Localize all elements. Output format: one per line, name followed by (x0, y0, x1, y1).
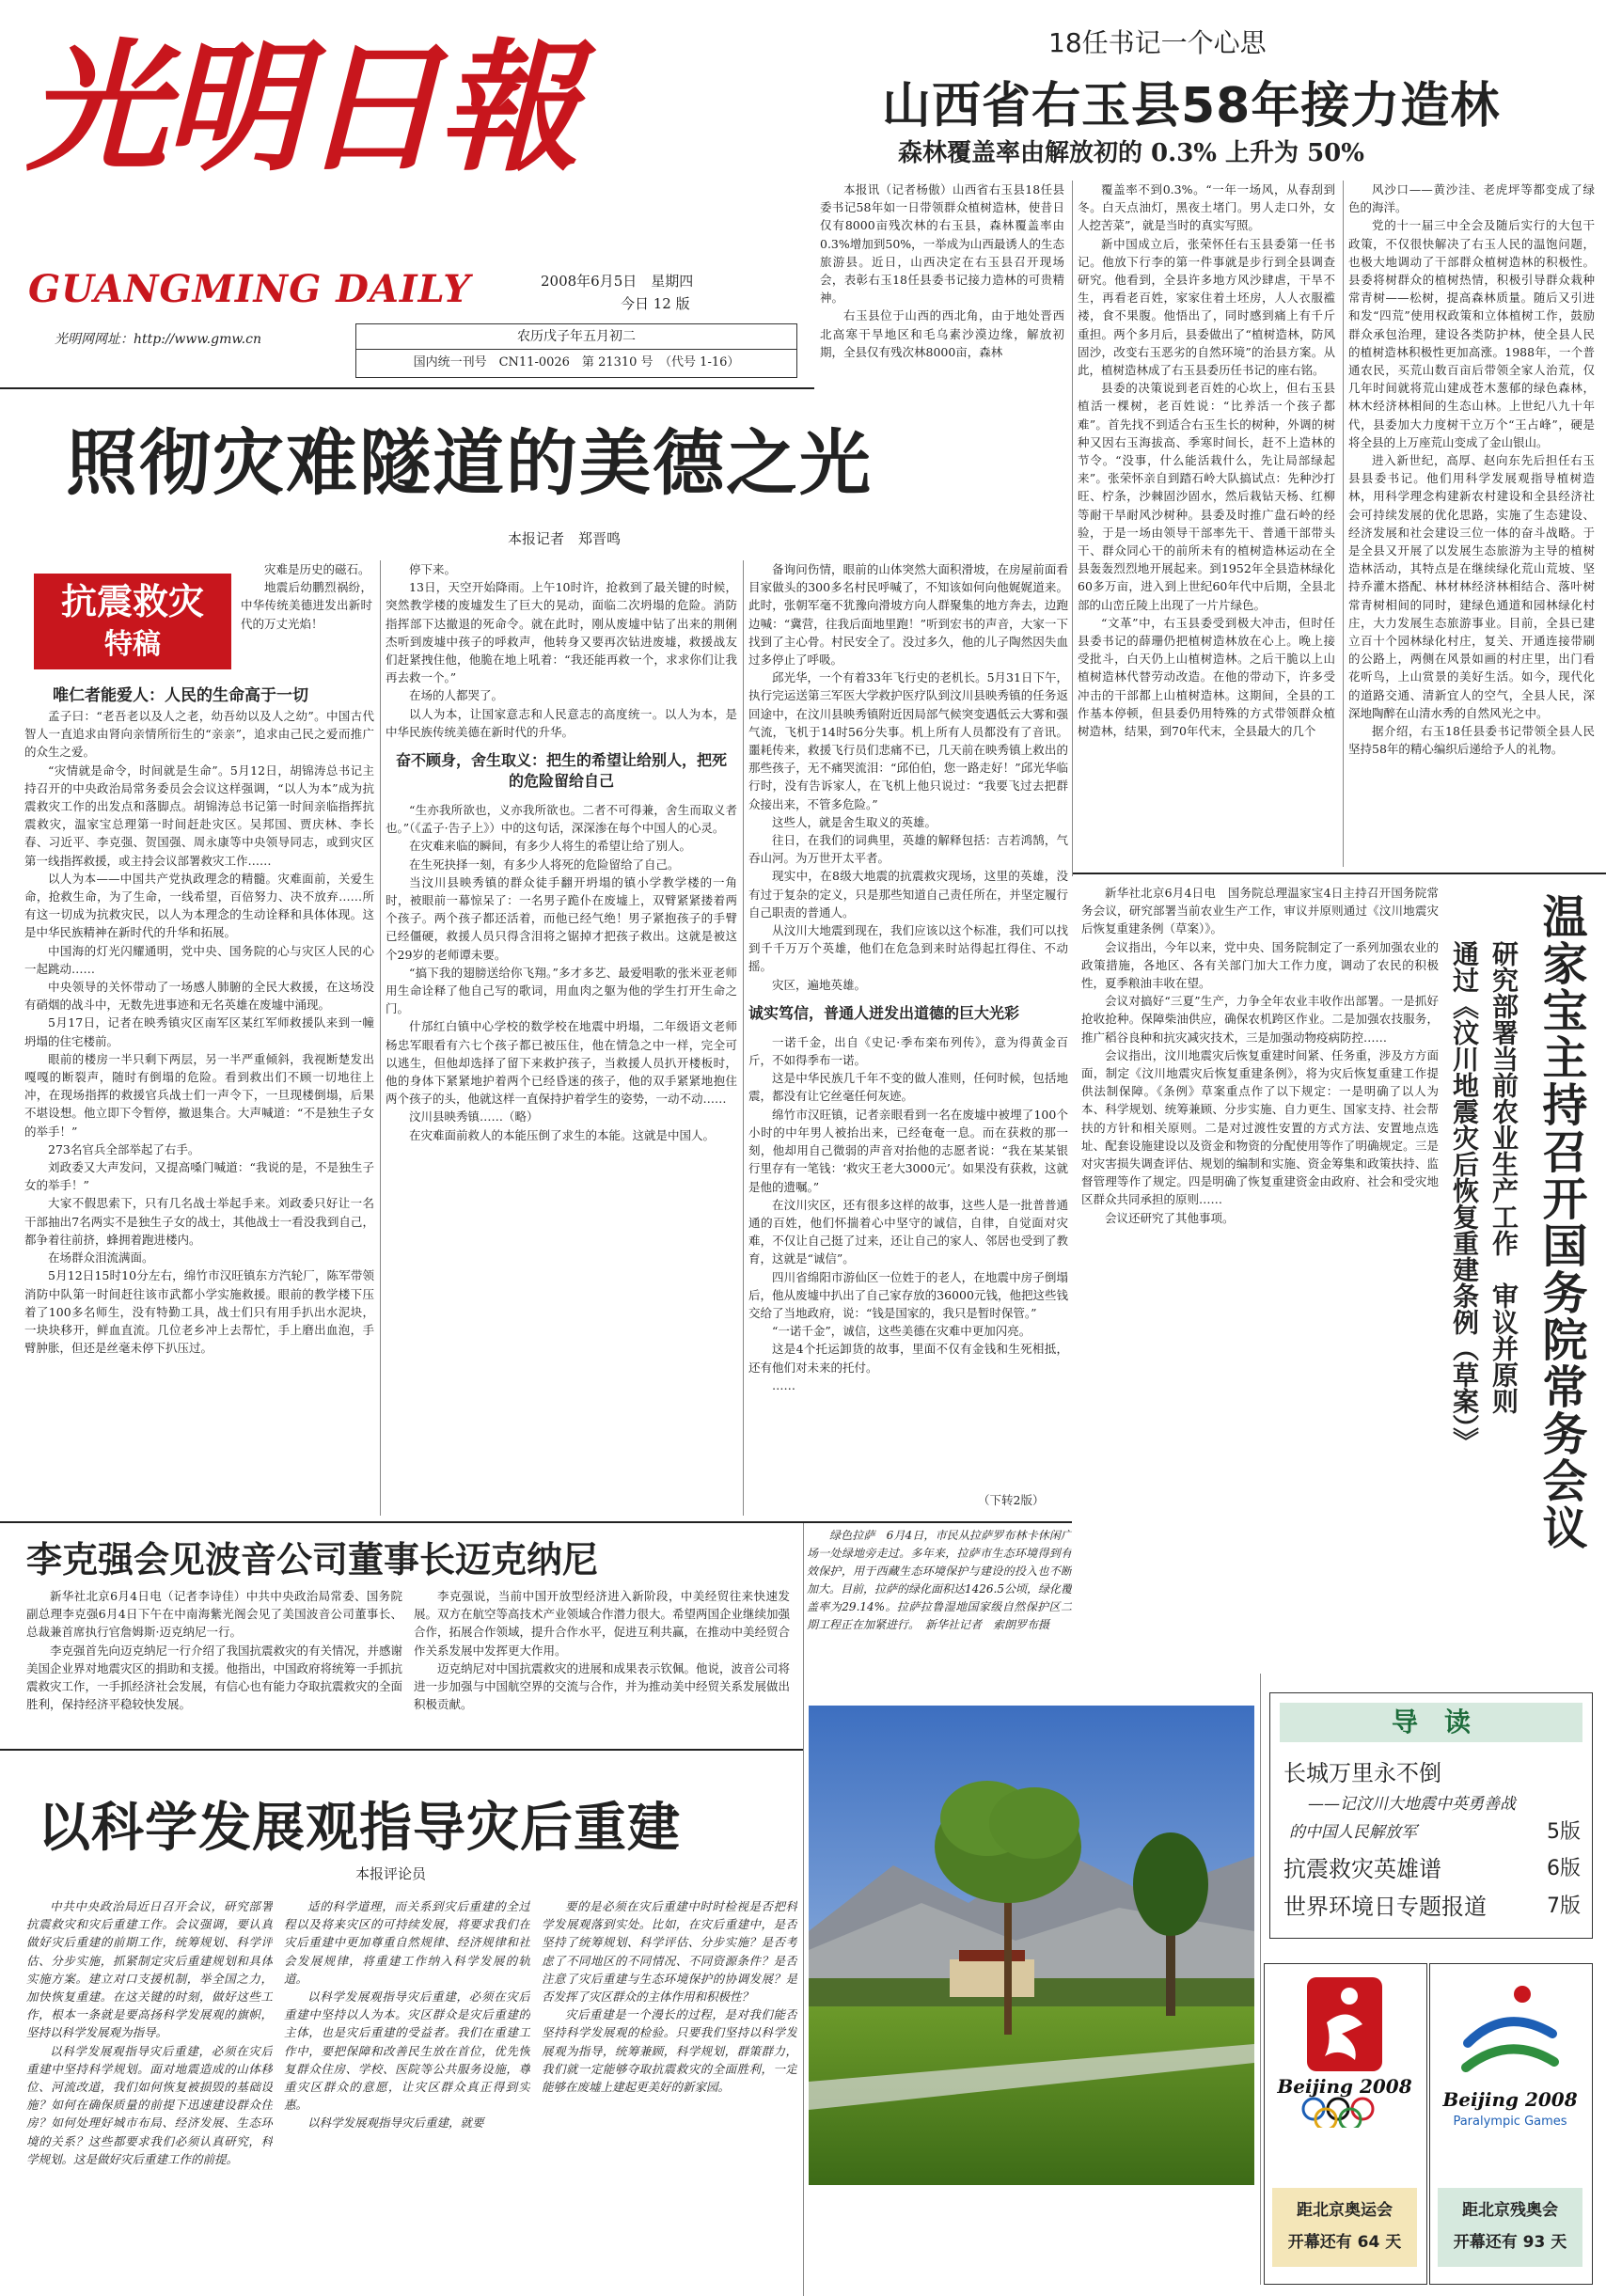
tunnel-paragraph: 这是4个托运卸货的故事，里面不仅有金钱和生死相抵，还有他们对未来的托付。 (748, 1342, 1068, 1375)
paralympic-logo-sub: Paralympic Games (1453, 2115, 1567, 2129)
tunnel-paragraph: 孟子曰：“老吾老以及人之老，幼吾幼以及人之幼”。中国古代智人一直追求由肾向亲情所衍生的“亲亲”，追求由己民之爱而推广的众生之爱。 (24, 709, 374, 760)
tunnel-paragraph: 当汶川县映秀镇的群众徒手翻开坍塌的镇小学教学楼的一角时，被眼前一幕惊呆了：一名男子跪仆在废墟上，双臂紧紧搂着两个孩子。两个孩子都还活着，而他已经气绝！男子紧抱孩子的手臂已经僵硬，救援人员只得含泪将之锯掉才把孩子救出。这就是被这个29岁的老师谭未要。 (386, 874, 737, 962)
photo-caption (807, 1527, 1072, 1687)
tunnel-paragraph: 眼前的楼房一半只剩下两层，另一半严重倾斜，我视断楚发出嘎嘎的断裂声，随时有倒塌的危险。看到救出们不顾一切地往上冲，在现场指挥的救援官兵战士们一声令下，一旦现楼倒塌，后果不堪设想。他立即下令暂停，撤退集合。大声喊道：“不是独生子女的举手！” (24, 1051, 374, 1139)
tunnel-continued[interactable]: （下转2版） (978, 1493, 1045, 1507)
tunnel-paragraph: 273名官兵全部举起了右手。 (48, 1141, 200, 1156)
olympic-box (1264, 1963, 1427, 2285)
tunnel-paragraph: 在场群众泪流满面。 (48, 1250, 154, 1266)
tunnel-paragraph: 5月17日，记者在映秀镇灾区南军区某红军师救援队来到一幢坍塌的住宅楼前。 (24, 1015, 374, 1048)
wen-paragraph: 会议指出，汶川地震灾后恢复重建时间紧、任务重，涉及方方面面，制定《汶川地震灾后恢复重建条例》，将为灾后恢复重建工作提供法制保障。《条例》草案重点作了以下规定：一是明确了以人为本、科学规划、统筹兼顾、分步实施、自力更生、国家支持、社会帮扶的方针和相关原则。二是对过渡性安置的方式方法、安置地点选址、配套设施建设以及资金和物资的分配使用等作了明确规定。三是对灾害损失调查评估、规划的编制和实施、资金筹集和政策扶持、监督管理等作了规定。四是明确了恢复重建资金由政府、社会和受灾地区群众共同承担的原则…… (1081, 1047, 1439, 1207)
tunnel-paragraph: 在灾难来临的瞬间，有多少人将生的希望让给了别人。 (409, 839, 692, 854)
wen-paragraph: 会议指出，今年以来，党中央、国务院制定了一系列加强农业的政策措施，各地区、各有关部门加大工作力度，调动了农民的积极性，夏季粮油丰收在望。 (1081, 939, 1439, 991)
wen-subhead (1444, 940, 1529, 1542)
li-paragraph: 李克强首先向迈克纳尼一行介绍了我国抗震救灾的有关情况，并感谢美国企业界对地震灾区的捐助和支援。他指出，中国政府将统筹一手抓抗震救灾工作，一手抓经济社会发展，有信心也有能力夺取抗震救灾的全面胜利，保持经济平稳较快发展。 (26, 1643, 402, 1712)
wen-subhead-line2: 通过《汶川地震灾后恢复重建条例（草案）》 (1449, 940, 1480, 1454)
li-paragraph: 新华社北京6月4日电（记者李诗佳）中共中央政治局常委、国务院副总理李克强6月4日下午在中南海紫光阁会见了美国波音公司董事长、总裁兼首席执行官詹姆斯·迈克纳尼一行。 (26, 1589, 402, 1640)
wen-paragraph: 新华社北京6月4日电 国务院总理温家宝4日主持召开国务院常务会议，研究部署当前农业生产工作，审议并原则通过《汶川地震灾后恢复重建条例（草案）》。 (1081, 886, 1439, 936)
tunnel-paragraph: 中国海的灯光闪耀通明，党中央、国务院的心与灾区人民的心一起跳动…… (24, 943, 374, 976)
tunnel-divider (380, 560, 381, 1516)
photo-lhasa (809, 1706, 1254, 2185)
tunnel-paragraph: 5月12日15时10分左右，绵竹市汉旺镇东方汽轮厂，陈军带领消防中队第一时间赶往该市武都小学实施救援。眼前的教学楼下压着了100多名师生，没有特勤工具，战士们只有用手扒出水泥块，一块块移开，鲜血直流。几位老乡冲上去帮忙，手上磨出血泡，手臂肿胀，但还是丝毫未停下扒压过。 (24, 1268, 374, 1356)
tunnel-paragraph: 地震后幼鹏烈祸纷，中华传统美德进发出新时代的万丈光焰！ (241, 580, 372, 631)
tunnel-lead (241, 560, 372, 671)
forest-bottom-rule (1072, 873, 1606, 874)
forest-paragraph: 本报讯（记者杨傲）山西省右玉县18任县委书记58年如一日带领群众植树造林，使昔日仅有8000亩残次林的右玉县，森林覆盖率由0.3%增加到50%，一举成为山西最诱人的生态旅游县。近日，山西决定在右玉县召开现场会，表彰右玉18任县委书记接力造林的可贵精神。 (820, 182, 1064, 306)
forest-paragraph: 覆盖率不到0.3%。“一年一场风，从春刮到冬。白天点油灯，黑夜土堵门。男人走口外，女人挖苦菜”，就是当时的真实写照。 (1078, 182, 1335, 233)
guide-item-title: 的中国人民解放军 (1289, 1823, 1417, 1842)
guide-item-title: ——记汶川大地震中英勇善战 (1308, 1795, 1516, 1814)
li-col-1 (26, 1587, 402, 1738)
tunnel-paragraph: 往日，在我们的词典里，英雄的解释包括：吉若鸿鹄，气吞山河。为万世开太平者。 (748, 833, 1068, 866)
forest-paragraph: 县委的决策说到老百姓的心坎上，但右玉县植活一棵树，老百姓说：“比养活一个孩子都难”。首先找不到适合右玉生长的树种，外调的树种又因右玉海拔高、季寒时间长，赶不上造林的节令。“没事，什么能活栽什么，先让局部绿起来”。张荣怀亲自到踏石岭大队搞试点：先种沙打旺、柠条，沙棘固沙固水，然后栽钻天杨、红柳等耐干旱耐风沙树种。县委及时推广盘石岭的经验，于是一场由领导干部率先干、普通干部带头干、群众同心干的前所未有的植树造林运动在全县轰轰烈烈地开展起来。到1952年全县造林绿化60多万亩，进入到上世纪60年代中后期，全县北部的山峦丘陵上出现了一片片绿色。 (1078, 381, 1335, 612)
tunnel-headline: 照彻灾难隧道的美德之光 (66, 421, 873, 505)
forest-headline: 山西省右玉县58年接力造林 (882, 78, 1501, 134)
rebuild-paragraph: 中共中央政治局近日召开会议，研究部署抗震救灾和灾后重建工作。会议强调，要认真做好灾后重建的前期工作，统筹规划、科学评估、分步实施，抓紧制定灾后重建规划和具体实施方案。建立对口支援机制，举全国之力，加快恢复重建。在这关键的时刻，做好这些工作，根本一条就是要高扬科学发展观的旗帜，坚持以科学发展观为指导。 (26, 1899, 273, 2040)
tunnel-badge-line1: 抗震救灾 (60, 581, 204, 622)
wen-paragraph: 会议还研究了其他事项。 (1105, 1210, 1235, 1225)
tunnel-paragraph: 中央领导的关怀带动了一场感人肺腑的全民大救援，在这场没有硝烟的战斗中，无数先进事迹和无名英雄在废墟中涌现。 (24, 980, 374, 1013)
tunnel-paragraph: 刘政委又大声发问，又提高嗓门喊道：“我说的是，不是独生子女的举手！” (24, 1160, 374, 1193)
tunnel-paragraph: “搞下我的翅膀送给你飞翔。”多才多艺、最爱唱歌的张米亚老师用生命诠释了他自己写的歌词，用血肉之躯为他的学生打开生命之门。 (386, 965, 737, 1016)
tunnel-paragraph: 在汶川灾区，还有很多这样的故事，这些人是一批普普通通的百姓，他们怀揣着心中坚守的诚信，自律，自觉面对灾难，不仅让自己挺了过来，还让自己的家人、邻居也受到了教育，这就是“诚信”。 (748, 1197, 1068, 1266)
forest-col-1 (820, 181, 1064, 406)
forest-paragraph: 据介绍，右玉18任县委书记带领全县人民坚持58年的精心编织后递给予人的礼物。 (1348, 724, 1595, 757)
tunnel-paragraph: 一诺千金，出自《史记·季布栾布列传》，意为得黄金百斤，不如得季布一诺。 (748, 1034, 1068, 1068)
wen-col (1081, 884, 1439, 1655)
tunnel-divider (743, 560, 744, 1516)
wen-headline-text: 温家宝主持召开国务院常务会议 (1535, 893, 1587, 1551)
forest-subhead: 森林覆盖率由解放初的 0.3% 上升为 50% (898, 139, 1364, 167)
rebuild-headline: 以科学发展观指导灾后重建 (38, 1798, 681, 1859)
masthead-english: GUANGMING DAILY (28, 267, 471, 311)
photo-caption-text: 绿色拉萨 6月4日，市民从拉萨罗布林卡休闲广场一处绿地旁走过。多年来，拉萨市生态环境得到有效保护，用于西藏生态环境保护与建设的投入也不断加大。目前，拉萨的绿化面积达1426.5公顷，绿化覆盖率为29.14%。拉萨拉鲁湿地国家级自然保护区二期工程正在加紧进行。 新华社记者 索朗罗布摄 (807, 1529, 1072, 1631)
forest-kicker: 18任书记一个心思 (1048, 27, 1267, 58)
rebuild-paragraph: 灾后重建是一个漫长的过程，是对我们能否坚持科学发展观的检验。只要我们坚持以科学发展观为指导，统筹兼顾，科学规划，群策群力，我们就一定能够夺取抗震救灾的全面胜利，一定能够在废墟上建起更美好的新家园。 (542, 2007, 797, 2095)
rebuild-paragraph: 以科学发展观指导灾后重建，必须在灾后重建中坚持科学规划。面对地震造成的山体移位、河流改道，我们如何恢复被损毁的基础设施？如何在确保质量的前提下迅速建设群众住房？如何处理好城市布局、经济发展、生态环境的关系？这些都要求我们必须认真研究，科学规划。这是做好灾后重建工作的前提。 (26, 2043, 273, 2166)
rebuild-col-3 (542, 1897, 797, 2283)
olympic-countdown (1272, 2188, 1417, 2267)
tunnel-byline: 本报记者 郑晋鸣 (508, 530, 622, 547)
masthead-date: 2008年6月5日 星期四 (541, 273, 694, 290)
wen-paragraph: 会议对搞好“三夏”生产，力争全年农业丰收作出部署。一是抓好抢收抢种。保障柴油供应，确保农机跨区作业。二是加强农技服务，推广稻谷良种和抗灾减灾技术，三是加强动物疫病防控…… (1081, 994, 1439, 1045)
forest-paragraph: 进入新世纪，高厚、赵向东先后担任右玉县县委书记。他们用科学发展观指导植树造林，用科学理念构建新农村建设和全县经济社会可持续发展的优化思路，实施了生态建设、经济发展和社会建设三位一体的奋斗战略。于是全县又开展了以发展生态旅游为主导的植树造林活动，其特点是在继续绿化荒山荒坡、坚持乔灌木搭配、林材林经济林相结合、落叶树常青树相间的同时，建绿色通道和园林绿化村庄，大力发展生态旅游事业。目前，全县已建立百十个园林绿化村庄，复关、开通连接带刷的公路上，两侧在风景如画的村庄里，出门看花听鸟，上山赏景的美好生活。如今，现代化的道路交通、清新宜人的空气，全县人民，深深地陶醉在山清水秀的自然风光之中。 (1348, 453, 1595, 720)
guide-item[interactable] (1283, 1757, 1581, 1789)
tunnel-badge-line2: 特稿 (104, 628, 161, 661)
tunnel-subhead-3: 诚实笃信，普通人迸发出道德的巨大光彩 (748, 1003, 1020, 1022)
tunnel-paragraph: “生亦我所欲也，义亦我所欲也。二者不可得兼，舍生而取义者也。”（《孟子·告子上》）中的这句话，深深渗在每个中国人的心灵。 (386, 803, 737, 836)
forest-paragraph: “文革”中，右玉县委受到极大冲击，但时任县委书记的薛珊仍把植树造林放在心上。晚上接受批斗，白天仍上山植树造林。之后干脆以上山植树造林代替劳动改造。在他的带动下，许多受冲击的干部都上山植树造林。这期间，全县的工作基本停顿，但县委仍用特殊的方式带领群众植树造林，结果，到70年代末，全县最大的几个 (1078, 615, 1335, 739)
beijing-olympics-emblem-icon (1265, 1977, 1425, 2128)
forest-paragraph: 风沙口——黄沙洼、老虎坪等都变成了绿色的海洋。 (1348, 182, 1595, 215)
guide-item[interactable] (1283, 1891, 1581, 1923)
tunnel-paragraph: 13日，天空开始降雨。上午10时许，抢救到了最关键的时候，突然教学楼的废墟发生了巨大的晃动，面临二次坍塌的危险。消防指挥部下达撤退的死命令。就在此时，刚从废墟中钻了出来的荆俐杰听到废墟中孩子的呼救声，他转身又要再次钻进废墟，救援战友们赶紧拽住他，他脆在地上吼着：“我还能再救一个，求求你们让我再去救一个。” (386, 580, 737, 685)
rebuild-paragraph: 以科学发展观指导灾后重建，就要 (307, 2115, 484, 2131)
tunnel-paragraph: 在场的人都哭了。 (409, 688, 504, 703)
paralympic-logo-text: Beijing 2008 (1442, 2088, 1578, 2111)
wen-subhead-line1: 研究部署当前农业生产工作 审议并原则 (1488, 940, 1519, 1414)
paralympic-countdown-line2: 开幕还有 93 天 (1453, 2233, 1567, 2252)
rebuild-top-rule (0, 1749, 803, 1751)
tunnel-paragraph: …… (772, 1377, 795, 1392)
guide-item-title: 长城万里永不倒 (1283, 1760, 1441, 1786)
tunnel-paragraph: 大家不假思索下，只有几名战士举起手来。刘政委只好让一名干部抽出7名两实不是独生子女的战士，其他战士一看没我到自己，都争着往前挤，蜂拥着跑进楼内。 (24, 1196, 374, 1247)
tunnel-subhead-1: 唯仁者能爱人：人民的生命高于一切 (53, 686, 308, 705)
guide-item-page: 7版 (1547, 1895, 1581, 1918)
li-paragraph: 李克强说，当前中国开放型经济进入新阶段，中美经贸往来快速发展。双方在航空等高技术产业领域合作潜力很大。希望两国企业继续加强合作，拓展合作领域，提升合作水平，促进互利共赢，在推动中美经贸合作关系发展中发挥更大作用。 (414, 1589, 790, 1658)
guide-item-page: 6版 (1547, 1857, 1581, 1880)
tunnel-badge (34, 574, 231, 669)
tunnel-paragraph: “灾情就是命令，时间就是生命”。5月12日，胡锦涛总书记主持召开的中央政治局常务委员会会议这样强调，“以人为本”成为抗震救灾工作的出发点和落脚点。胡锦涛总书记第一时间亲临指挥抗震救灾，温家宝总理第一时间赶赴灾区。吴邦国、贾庆林、李长春、习近平、李克强、贺国强、周永康等中央领导同志，或到灾区第一线指挥救援，或主持会议部署救灾工作…… (24, 763, 374, 868)
tunnel-paragraph: 邱光华，一个有着33年飞行史的老机长。5月31日下午，执行完运送第三军医大学救护医疗队到汶川县映秀镇的任务返回途中，在汶川县映秀镇附近因局部气候突变遇低云大雾和强气流，飞机于14时56分失事。机上所有人员都没有了音讯。噩耗传来，救援飞行员们悲痛不已，几天前在映秀镇上救出的那些孩子，无不痛哭流泪：“邱伯伯，您一路走好！”邱光华临行时，没有告诉家人，在飞机上他只说过：“我要飞过去把群众接出来，不管多危险。” (748, 670, 1068, 811)
masthead-website[interactable]: 光明网网址：http://www.gmw.cn (55, 332, 261, 347)
tunnel-paragraph: “一诺千金”，诚信，这些美德在灾难中更加闪亮。 (772, 1324, 1031, 1339)
forest-col-3 (1348, 181, 1595, 867)
wen-headline (1533, 893, 1589, 1551)
tunnel-paragraph: 灾区，遍地英雄。 (772, 977, 867, 992)
photo-lhasa-image (809, 1706, 1254, 2185)
masthead-logo (26, 19, 647, 235)
tunnel-paragraph: 现实中，在8级大地震的抗震救灾现场，这里的英雄，没有过于复杂的定义，只是那些知道自己责任所在，并坚定履行自己职责的普通人。 (748, 869, 1068, 920)
guide-item-page: 5版 (1547, 1820, 1581, 1844)
masthead-issn: 国内统一刊号 CN11-0026 第 21310 号 （代号 1-16） (413, 355, 740, 370)
forest-col-2 (1078, 181, 1335, 867)
top-rule (0, 387, 814, 389)
forest-paragraph: 党的十一届三中全会及随后实行的大包干政策，不仅很快解决了右玉人民的温饱问题，也极大地调动了干部群众植树造林的积极性。县委将树群众的植树热情，积极引导群众栽种常青树——松树，提高森林质量。随后又引进和发“四荒”使用权政策和立体植树工作，鼓励群众承包治理，建设各类防护林，使全县人民的植树造林积极性更加高涨。1988年，一个普通农民，买荒山数百亩后带领全家人治荒，仅几年时间就将荒山建成苍木葱郁的绿色森林，林木经济林相间的生态山林。上世纪八九十年代，县委加大力度树干立万个“王占峰”，硬是将全县的上万座荒山变成了金山银山。 (1348, 218, 1595, 449)
guide-item-title: 世界环境日专题报道 (1283, 1894, 1487, 1920)
li-headline: 李克强会见波音公司董事长迈克纳尼 (26, 1539, 599, 1580)
tunnel-col-3 (748, 560, 1068, 1516)
tunnel-col-2 (386, 560, 737, 1516)
tunnel-paragraph: 这些人，就是舍生取义的英雄。 (772, 814, 937, 829)
guide-item[interactable] (1283, 1853, 1581, 1885)
forest-divider (1343, 181, 1344, 867)
rebuild-paragraph: 以科学发展观指导灾后重建，必须在灾后重建中坚持以人为本。灾区群众是灾后重建的主体，也是灾后重建的受益者。我们在重建工作中，要把保障和改善民生放在首位，优先恢复群众住房、学校、医院等公共服务设施，尊重灾区群众的意愿，让灾区群众真正得到实惠。 (284, 1989, 530, 2113)
masthead-edition: 今日 12 版 (621, 295, 690, 312)
masthead-info-box (355, 323, 797, 378)
olympic-countdown-line1: 距北京奥运会 (1297, 2201, 1393, 2220)
rebuild-divider (803, 1523, 804, 2296)
masthead-lunar: 农历戊子年五月初二 (356, 324, 796, 350)
tunnel-paragraph: 绵竹市汉旺镇，记者亲眼看到一名在废墟中被埋了100个小时的中年男人被抬出来，已经奄奄一息。而在获救的那一刻，他却用自己微弱的声音对抬他的志愿者说：“我在某某银行里存有一笔钱：‘救灾王老大3000元’。如果没有获救，这就是他的遗嘱。” (748, 1107, 1068, 1194)
tunnel-paragraph: 备询问伤情，眼前的山体突然大面积滑坡，在房屋前面看目家做头的300多名村民呼喊了，不知该如何向他娓娓道来。此时，张朝军毫不犹豫向滑坡方向人群聚集的地方奔去，边跑边喊：“冀营，往我后面地里跑！”听到宏书的声音，大家一下找到了主心骨。村民安全了。没过多久，他的儿子陶然因失血过多停止了呼吸。 (748, 562, 1068, 668)
guide-box (1269, 1692, 1593, 1939)
tunnel-paragraph: 从汶川大地震到现在，我们应该以这个标准，我们可以找到千千万万个英雄，他们在危急到来时站得起扛得住、不动摇。 (748, 923, 1068, 974)
tunnel-paragraph: 灾难是历史的磁石。 (264, 562, 370, 576)
masthead-logo-text: 光明日報 (26, 25, 576, 191)
tunnel-paragraph: 这是中华民族几千年不变的做人准则，任何时候，包括地震，都没有让它丝毫任何灰迹。 (748, 1071, 1068, 1104)
tunnel-paragraph: 以人为本——中国共产党执政理念的精髓。灾难面前，关爱生命，抢救生命，为了生命，一线希望，百倍努力、决不放弃……所有这一切成为抗救灾民，以人为本理念的生动诠释和具体体现。这是中华民族精神在新时代的升华和拓展。 (24, 871, 374, 940)
rebuild-paragraph: 适的科学道理，而关系到灾后重建的全过程以及将来灾区的可持续发展，将要求我们在灾后重建中更加尊重自然规律、经济规律和社会发展规律，将重建工作纳入科学发展的轨道。 (284, 1899, 530, 1986)
olympic-logo-text: Beijing 2008 (1277, 2075, 1412, 2098)
tunnel-paragraph: 以人为本，让国家意志和人民意志的高度统一。以人为本，是中华民族传统美德在新时代的升华。 (386, 706, 737, 739)
paralympic-countdown-line1: 距北京残奥会 (1462, 2201, 1558, 2220)
olympic-countdown-line2: 开幕还有 64 天 (1287, 2233, 1402, 2252)
forest-paragraph: 右玉县位于山西的西北角，由于地处晋西北高寒干旱地区和毛乌素沙漠边缘，解放初期，全县仅有残次林8000亩，森林 (820, 308, 1064, 359)
paralympic-countdown (1438, 2188, 1582, 2267)
section-divider (1072, 387, 1073, 876)
tunnel-col-1 (24, 707, 374, 1516)
right-section-divider (1260, 1674, 1261, 2285)
tunnel-paragraph: 停下来。 (409, 562, 457, 576)
li-paragraph: 迈克纳尼对中国抗震救灾的进展和成果表示钦佩。他说，波音公司将进一步加强与中国航空界的交流与合作，并为推动美中经贸关系发展做出积极贡献。 (414, 1660, 790, 1712)
rebuild-paragraph: 要的是必须在灾后重建中时时检视是否把科学发展观落到实处。比如，在灾后重建中，是否坚持了统筹规划、科学评估、分步实施？是否考虑了不同地区的不同情况、不同资源条件？是否注意了灾后重建与生态环境保护的协调发展？是否发挥了灾区群众的主体作用和积极性？ (542, 1899, 797, 2005)
guide-title: 导 读 (1391, 1706, 1471, 1738)
guide-item-title: 抗震救灾英雄谱 (1283, 1856, 1441, 1882)
li-col-2 (414, 1587, 790, 1738)
tunnel-paragraph: 什邡红白镇中心学校的数学校在地震中坍塌，二年级语文老师杨忠军眼看有六七个孩子都已被压住，他在情急之中一样，完全可以逃生，但他却选择了留下来救护孩子，当救援人员扒开楼板时，他的身体下紧紧地护着两个已经昏迷的孩子，他的双手紧紧地抱住两个孩子的头，他就这样一直保持护着学生的姿势，一动不动…… (386, 1019, 737, 1107)
li-top-rule (0, 1521, 1072, 1523)
tunnel-paragraph: 在灾难面前救人的本能压倒了求生的本能。这就是中国人。 (409, 1127, 716, 1142)
tunnel-subhead-2: 奋不顾身，舍生取义：把生的希望让给别人，把死的危险留给自己 (395, 751, 727, 791)
rebuild-col-2 (284, 1897, 530, 2283)
paralympic-box (1429, 1963, 1593, 2285)
forest-paragraph: 新中国成立后，张荣怀任右玉县委第一任书记。他放下行李的第一件事就是步行到全县调查研究。他看到，全县许多地方风沙肆虐，干旱不生，再看老百姓，家家住着土坯房，人人衣服褴褛，食不果腹。他悟出了，同时感到痛上有千斤重担。两个多月后，县委做出了“植树造林，防风固沙，改变右玉恶劣的自然环境”的治县方案。从此，植树造林成了右玉县委历任书记的座右铭。 (1078, 236, 1335, 378)
rebuild-col-1 (26, 1897, 273, 2283)
tunnel-paragraph: 在生死抉择一刻，有多少人将死的危险留给了自己。 (409, 857, 680, 872)
rebuild-byline: 本报评论员 (355, 1865, 427, 1882)
tunnel-paragraph: 四川省绵阳市游仙区一位姓于的老人，在地震中房子倒塌后，他从废墟中扒出了自己家存放的36000元钱，他把这些钱交给了当地政府，说：“钱是国家的，我只是暂时保管。” (748, 1269, 1068, 1320)
guide-item (1308, 1791, 1581, 1817)
guide-item[interactable] (1283, 1819, 1581, 1846)
guide-header (1280, 1703, 1582, 1742)
tunnel-paragraph: 汶川县映秀镇……（略） (409, 1109, 539, 1124)
